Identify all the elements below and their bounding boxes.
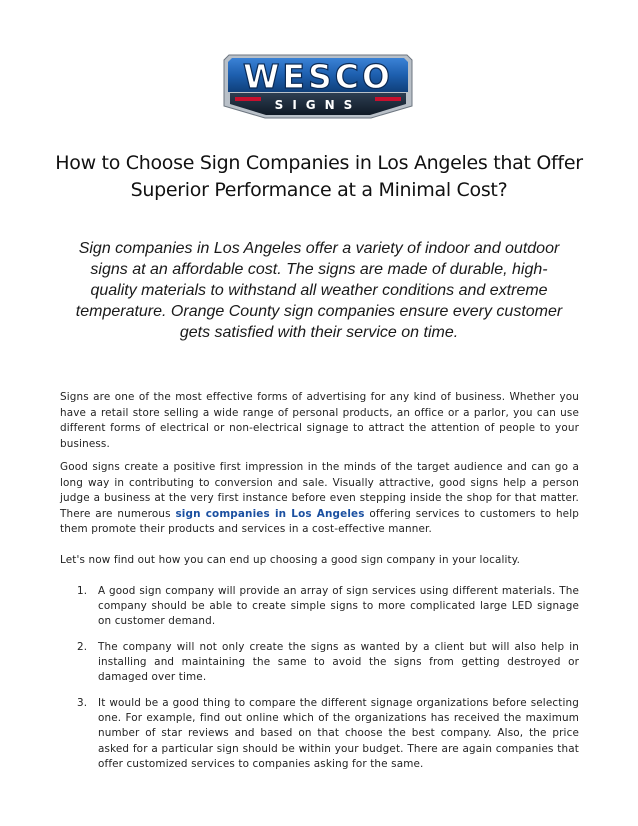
list-item-text: A good sign company will provide an array of sign services using different materials. The company should be able to create simple signs to more complicated large LED signage on customer demand. — [98, 585, 579, 628]
list-item — [60, 696, 579, 772]
paragraph-1: Signs are one of the most effective forms of advertising for any kind of business. Whether you have a retail store selling a wide range of personal products, an office or a parlor, you can use different forms of electrical or non-electrical signage to attract the attention of people to your business. — [60, 391, 579, 450]
page-title — [50, 150, 588, 204]
title-line-1: How to Choose Sign Companies in Los Angeles that Offer — [55, 152, 583, 174]
paragraph-2 — [60, 460, 579, 538]
numbered-list-item-2 — [60, 640, 579, 686]
logo-graphic — [221, 52, 415, 122]
list-item-text: The company will not only create the signs as wanted by a client but will also help in installing and maintaining the same to avoid the signs from getting destroyed or damaged over time. — [98, 641, 579, 684]
paragraph-2-text-before: Good signs create a positive first impression in the minds of the target audience and can go a long way in contributing to conversion and sale. Visually attractive, good signs help a person judge a business at the very first instance before even stepping inside the shop for that matter. There are numerous — [60, 461, 579, 520]
list-item — [60, 640, 579, 686]
title-line-2: Superior Performance at a Minimal Cost? — [130, 179, 508, 201]
sign-companies-link[interactable]: sign companies in Los Angeles — [175, 507, 365, 520]
list-number: 1. — [77, 585, 88, 597]
numbered-list-item-1 — [60, 584, 579, 630]
wesco-signs-logo — [221, 52, 415, 122]
list-number: 2. — [77, 641, 88, 653]
numbered-list-item-3 — [60, 696, 579, 772]
list-item-text: It would be a good thing to compare the different signage organizations before selecting one. For example, find out online which of the organizations has received the maximum number of star reviews and based on that choose the best company. Also, the price asked for a particular sign should be within your budget. There are again companies that offer customized services to companies asking for the same. — [98, 697, 579, 770]
list-number: 3. — [77, 697, 88, 709]
paragraph-2-text-after: offering services to customers to help them promote their products and services in a cost-effective manner. — [60, 507, 579, 536]
intro-summary: Sign companies in Los Angeles offer a variety of indoor and outdoor signs at an affordable cost. The signs are made of durable, high-quality materials to withstand all weather conditions and extreme temperature. Orange County sign companies ensure every customer gets satisfied with their service on time. — [75, 240, 563, 341]
logo-top-word: WESCO — [243, 57, 393, 96]
list-item — [60, 584, 579, 630]
logo-bottom-word: SIGNS — [274, 98, 362, 112]
paragraph-3: Let's now find out how you can end up choosing a good sign company in your locality. — [60, 554, 521, 566]
